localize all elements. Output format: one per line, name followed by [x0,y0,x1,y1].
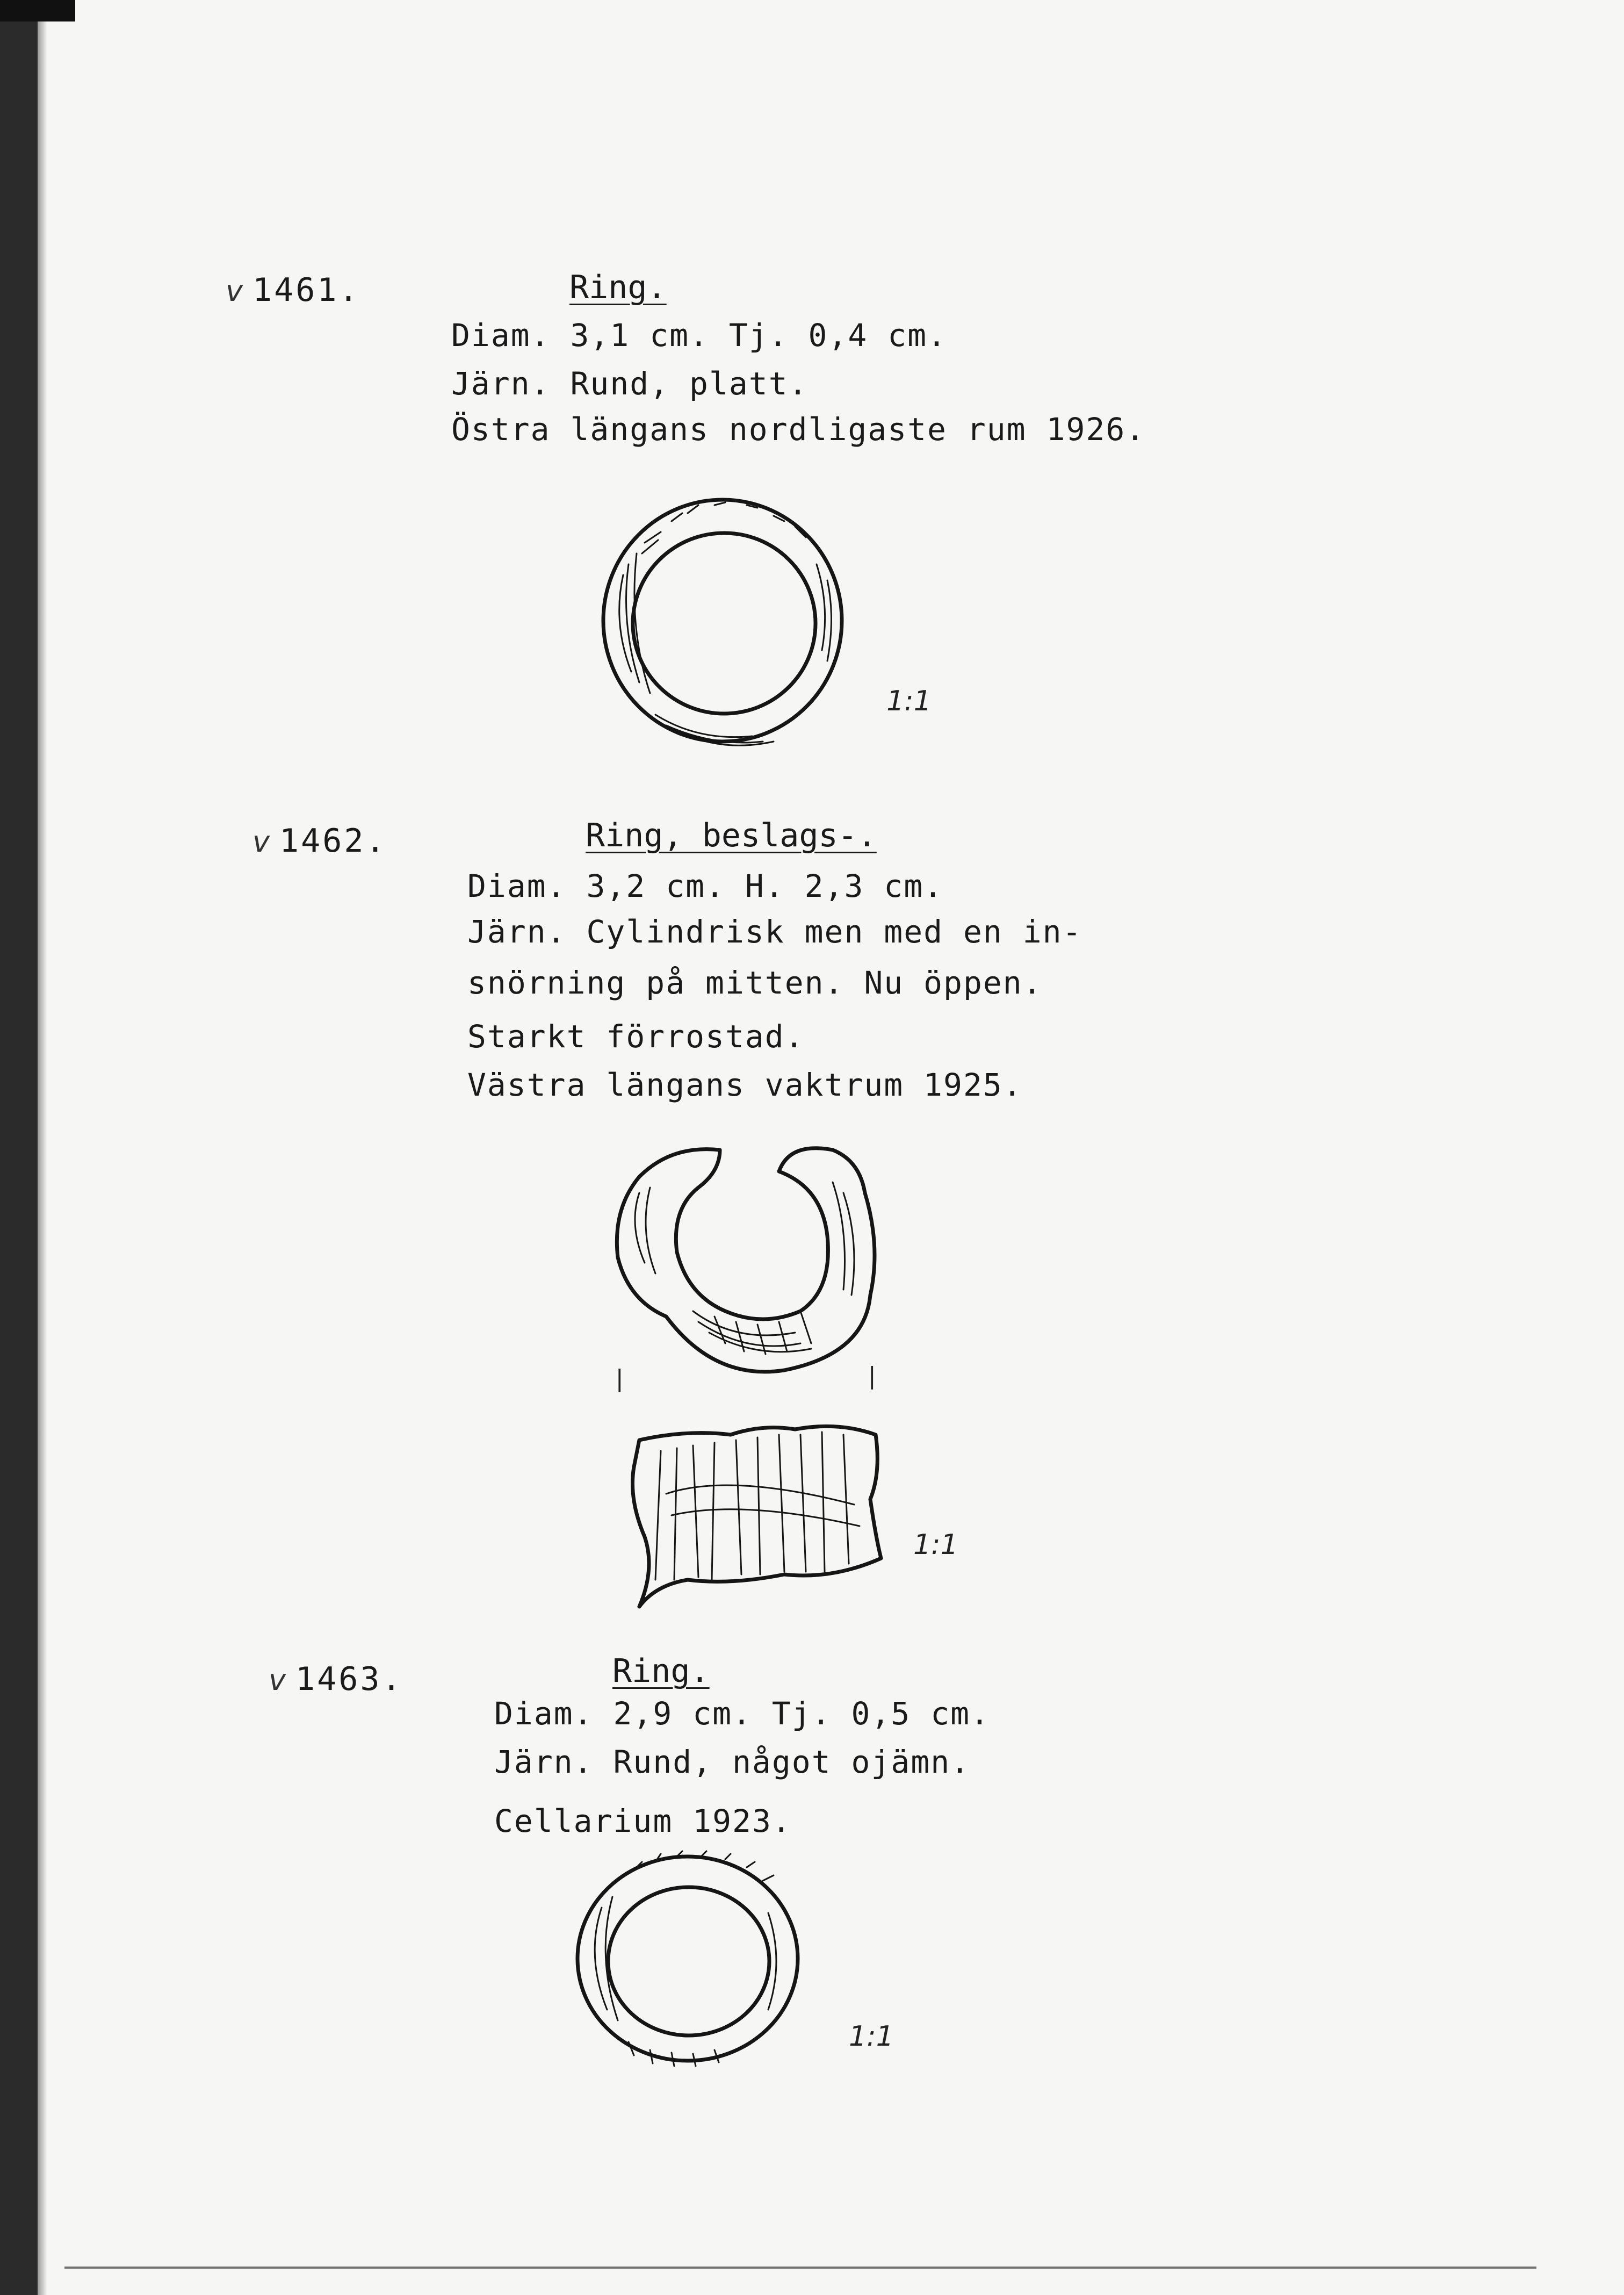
entry-number-text: 1463. [295,1660,403,1698]
entry-findspot: Västra längans vaktrum 1925. [467,1067,1023,1103]
ring-drawing-1463 [569,1848,806,2074]
entry-measurements: Diam. 3,1 cm. Tj. 0,4 cm. [451,317,947,354]
binding-shadow [38,0,47,2295]
entry-title: Ring, beslags-. [586,817,877,854]
book-binding-edge [0,0,38,2295]
entry-material: Järn. Rund, något ojämn. [494,1744,971,1780]
entry-number [252,822,387,860]
check-mark: v [252,825,272,859]
ring-drawing-1462-side-view [623,1419,892,1623]
check-mark: v [226,274,245,308]
entry-title: Ring. [569,269,667,306]
entry-number-text: 1462. [279,822,387,860]
scale-label: 1:1 [886,685,932,717]
entry-material: Järn. Cylindrisk men med en in- [467,913,1082,950]
ring-drawing-1462-top-view [607,1139,886,1386]
scale-label: 1:1 [849,2020,894,2053]
entry-measurements: Diam. 2,9 cm. Tj. 0,5 cm. [494,1695,990,1732]
entry-number [269,1660,403,1698]
section-mark-left: | [612,1365,627,1392]
entry-measurements: Diam. 3,2 cm. H. 2,3 cm. [467,868,944,904]
entry-description: snörning på mitten. Nu öppen. [467,965,1043,1001]
section-mark-right: | [865,1362,879,1390]
entry-material: Järn. Rund, platt. [451,365,809,402]
entry-findspot: Cellarium 1923. [494,1803,792,1839]
check-mark: v [269,1663,288,1697]
page-corner [0,0,75,21]
scale-label: 1:1 [913,1529,958,1561]
entry-condition: Starkt förrostad. [467,1018,805,1055]
entry-title: Ring. [612,1652,710,1690]
entry-findspot: Östra längans nordligaste rum 1926. [451,411,1146,448]
ring-drawing-1461 [591,489,870,768]
page-bottom-rule [64,2267,1536,2269]
entry-number-text: 1461. [252,271,360,309]
entry-number [226,271,360,309]
